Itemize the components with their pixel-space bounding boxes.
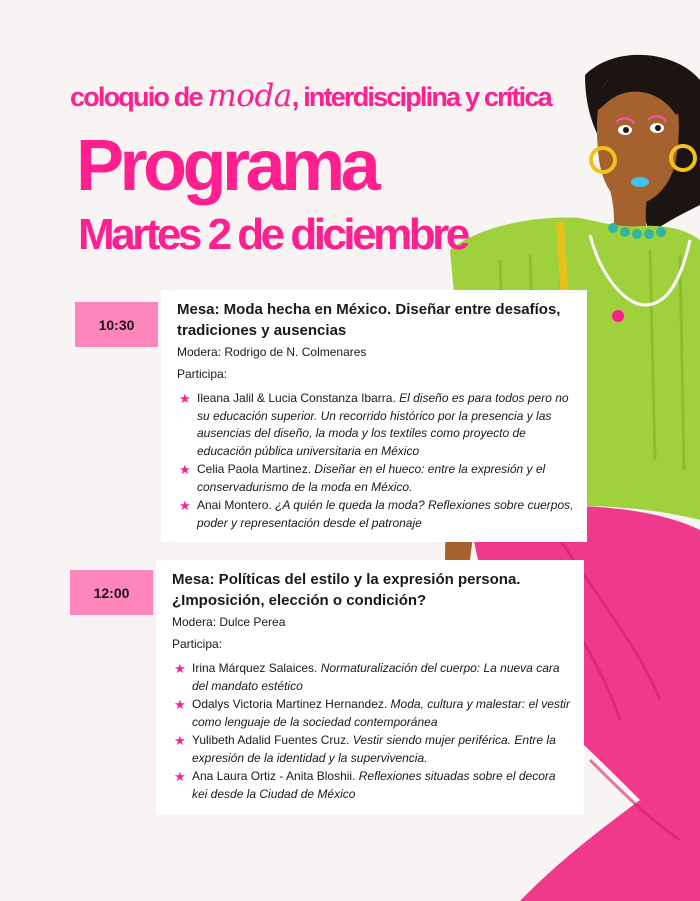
talk-title: Moda, cultura y malestar: el vestir como lenguaje de la sociedad contemporánea bbox=[192, 697, 570, 729]
star-icon: ★ bbox=[179, 498, 191, 513]
page-title: Programa bbox=[76, 126, 377, 206]
star-icon: ★ bbox=[174, 697, 186, 712]
participant-authors: Ileana Jalil & Lucia Constanza Ibarra. bbox=[197, 391, 396, 405]
talk-title: Vestir siendo mujer periférica. Entre la expresión de la identidad y la supervivencia. bbox=[192, 733, 556, 765]
participants-label: Participa: bbox=[177, 367, 228, 381]
list-item bbox=[174, 660, 572, 695]
session-card bbox=[161, 290, 587, 542]
talk-title: ¿A quién le queda la moda? Reflexiones sobre cuerpos, poder y representación desde el patronaje bbox=[197, 498, 574, 530]
participants-list bbox=[177, 390, 575, 532]
session-time-badge: 12:00 bbox=[70, 570, 153, 615]
talk-title: Reflexiones situadas sobre el decora kei desde la Ciudad de México bbox=[192, 769, 556, 801]
star-icon: ★ bbox=[179, 462, 191, 477]
list-item bbox=[174, 696, 572, 731]
participant-authors: Yulibeth Adalid Fuentes Cruz. bbox=[192, 733, 350, 747]
star-icon: ★ bbox=[174, 733, 186, 748]
participant-authors: Irina Márquez Salaices. bbox=[192, 661, 318, 675]
list-item bbox=[179, 497, 575, 532]
list-item bbox=[179, 461, 575, 496]
participant-authors: Anai Montero. bbox=[197, 498, 272, 512]
header-suffix: , interdisciplina y crítica bbox=[291, 82, 551, 112]
talk-title: Diseñar en el hueco: entre la expresión y el conservadurismo de la moda en México. bbox=[197, 462, 546, 494]
participant-authors: Ana Laura Ortiz - Anita Bloshii. bbox=[192, 769, 356, 783]
star-icon: ★ bbox=[174, 661, 186, 676]
participants-list bbox=[172, 660, 572, 803]
session-title: Mesa: Políticas del estilo y la expresión persona. ¿Imposición, elección o condición? bbox=[172, 571, 521, 609]
talk-title: Normaturalización del cuerpo: La nueva cara del mandato estético bbox=[192, 661, 560, 693]
date-subtitle: Martes 2 de diciembre bbox=[78, 210, 467, 259]
list-item bbox=[179, 390, 575, 460]
talk-title: El diseño es para todos pero no su educación superior. Un recorrido histórico por la presencia y las ausencias del diseño, la moda y los textiles como proyecto de educación pública universitaria en México bbox=[197, 391, 569, 458]
session-card bbox=[156, 560, 584, 815]
star-icon: ★ bbox=[174, 769, 186, 784]
session-title: Mesa: Moda hecha en México. Diseñar entre desafíos, tradiciones y ausencias bbox=[177, 301, 561, 339]
participant-authors: Odalys Victoria Martinez Hernandez. bbox=[192, 697, 388, 711]
session-time-badge: 10:30 bbox=[75, 302, 158, 347]
event-header bbox=[70, 78, 630, 114]
session-moderator: Modera: Rodrigo de N. Colmenares bbox=[177, 345, 367, 359]
participant-authors: Celia Paola Martinez. bbox=[197, 462, 312, 476]
session-moderator: Modera: Dulce Perea bbox=[172, 615, 286, 629]
header-prefix: coloquio de bbox=[70, 82, 202, 112]
star-icon: ★ bbox=[179, 391, 191, 406]
list-item bbox=[174, 732, 572, 767]
list-item bbox=[174, 768, 572, 803]
header-italic-word: moda bbox=[207, 78, 292, 114]
participants-label: Participa: bbox=[172, 637, 223, 651]
